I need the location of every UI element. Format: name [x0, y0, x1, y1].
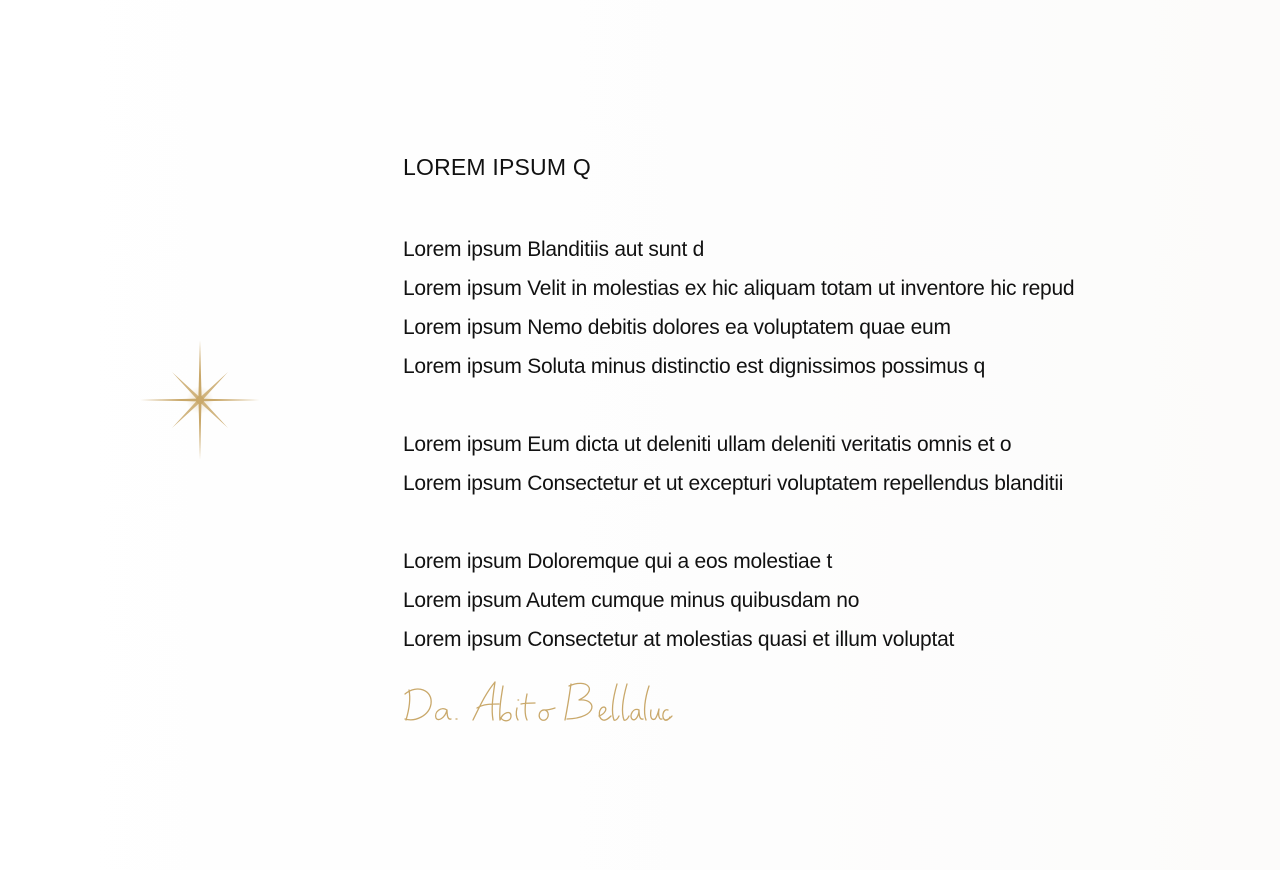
text-line: Lorem ipsum Consectetur et ut excepturi voluptatem repellendus blanditii: [403, 472, 1064, 495]
text-line: Lorem ipsum Autem cumque minus quibusdam no: [403, 589, 860, 612]
text-line: Lorem ipsum Doloremque qui a eos molestiae t: [403, 550, 833, 573]
paragraph-2: [403, 425, 1263, 503]
text-line: Lorem ipsum Nemo debitis dolores ea voluptatem quae eum: [403, 316, 951, 339]
text-line: Lorem ipsum Soluta minus distinctio est dignissimos possimus q: [403, 355, 986, 378]
document-title: LOREM IPSUM Q: [403, 154, 591, 180]
text-line: Lorem ipsum Velit in molestias ex hic aliquam totam ut inventore hic repud: [403, 277, 1075, 300]
text-line: Lorem ipsum Blanditiis aut sunt d: [403, 238, 705, 261]
paragraph-1: [403, 230, 1263, 386]
paragraph-3: [403, 542, 1263, 659]
letter-body: [403, 152, 1263, 698]
text-line: Lorem ipsum Consectetur at molestias quasi et illum voluptat: [403, 628, 955, 651]
text-line: Lorem ipsum Eum dicta ut deleniti ullam deleniti veritatis omnis et o: [403, 433, 1012, 456]
handwritten-signature: [403, 676, 673, 732]
sparkle-star-icon: [140, 340, 260, 460]
